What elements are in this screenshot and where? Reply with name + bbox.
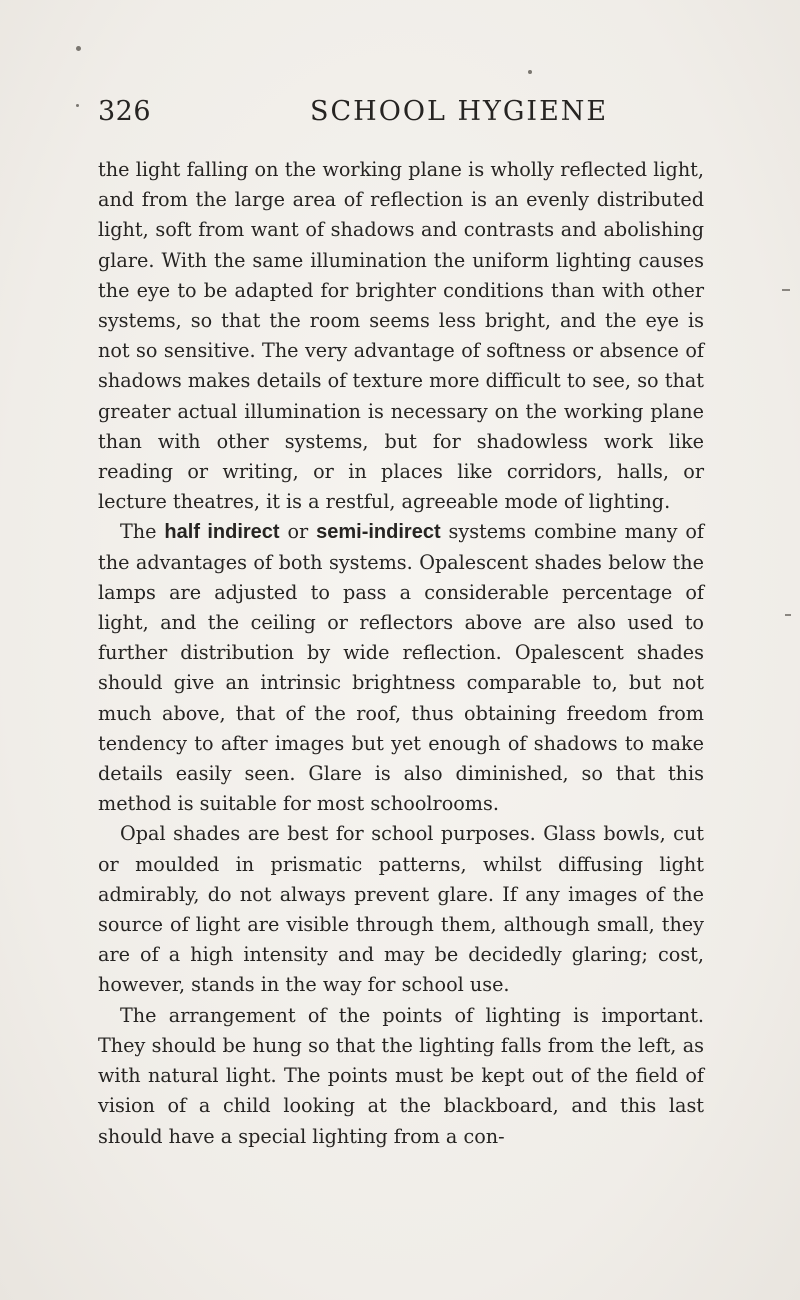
margin-mark (782, 289, 790, 291)
page-speck (528, 70, 532, 74)
paragraph-text: The (120, 520, 165, 544)
page-speck (76, 104, 79, 107)
body-text (98, 155, 704, 1152)
page-number: 326 (98, 96, 152, 127)
paragraph-semi-indirect (98, 517, 704, 819)
margin-mark (785, 614, 791, 616)
term-semi-indirect: semi-indirect (316, 521, 441, 544)
paragraph-opal-shades: Opal shades are best for school purposes. Glass bowls, cut or moulded in prismatic patterns, whilst diffusing light admirably, do not always prevent glare. If any images of the source of light are visible through them, although small, they are of a high intensity and may be decidedly glaring; cost, however, stands in the way for school use. (98, 822, 704, 997)
term-half-indirect: half indirect (164, 521, 280, 544)
paragraph-text: systems combine many of the advantages of both systems. Opalescent shades below the lamps are adjusted to pass a considerable percentage of light, and the ceiling or reflectors above are also used to further distribution by wide reflection. Opalescent shades should give an intrinsic brightness comparable to, but not much above, that of the roof, thus obtaining freedom from tendency to after images but yet enough of shadows to make details easily seen. Glare is also diminished, so that this method is suitable for most schoolrooms. (98, 520, 704, 816)
page-speck (76, 46, 81, 51)
paragraph-text: or (279, 520, 317, 544)
paragraph-arrangement: The arrangement of the points of lighting is important. They should be hung so that the lighting falls from the left, as with natural light. The points must be kept out of the field of vision of a child looking at the blackboard, and this last should have a special lighting from a con- (98, 1003, 704, 1148)
paragraph-continued: the light falling on the working plane is wholly reflected light, and from the large area of reflection is an evenly distributed light, soft from want of shadows and contrasts and abolishing glare. With the same illumination the uniform lighting causes the eye to be adapted for brighter conditions than with other systems, so that the room seems less bright, and the eye is not so sensitive. The very advantage of softness or absence of shadows makes details of texture more difficult to see, so that greater actual illumination is necessary on the working plane than with other systems, but for shadowless work like reading or writing, or in places like corridors, halls, or lecture theatres, it is a restful, agreeable mode of lighting. (98, 158, 704, 514)
running-head (98, 96, 702, 132)
running-title: SCHOOL HYGIENE (310, 96, 609, 127)
